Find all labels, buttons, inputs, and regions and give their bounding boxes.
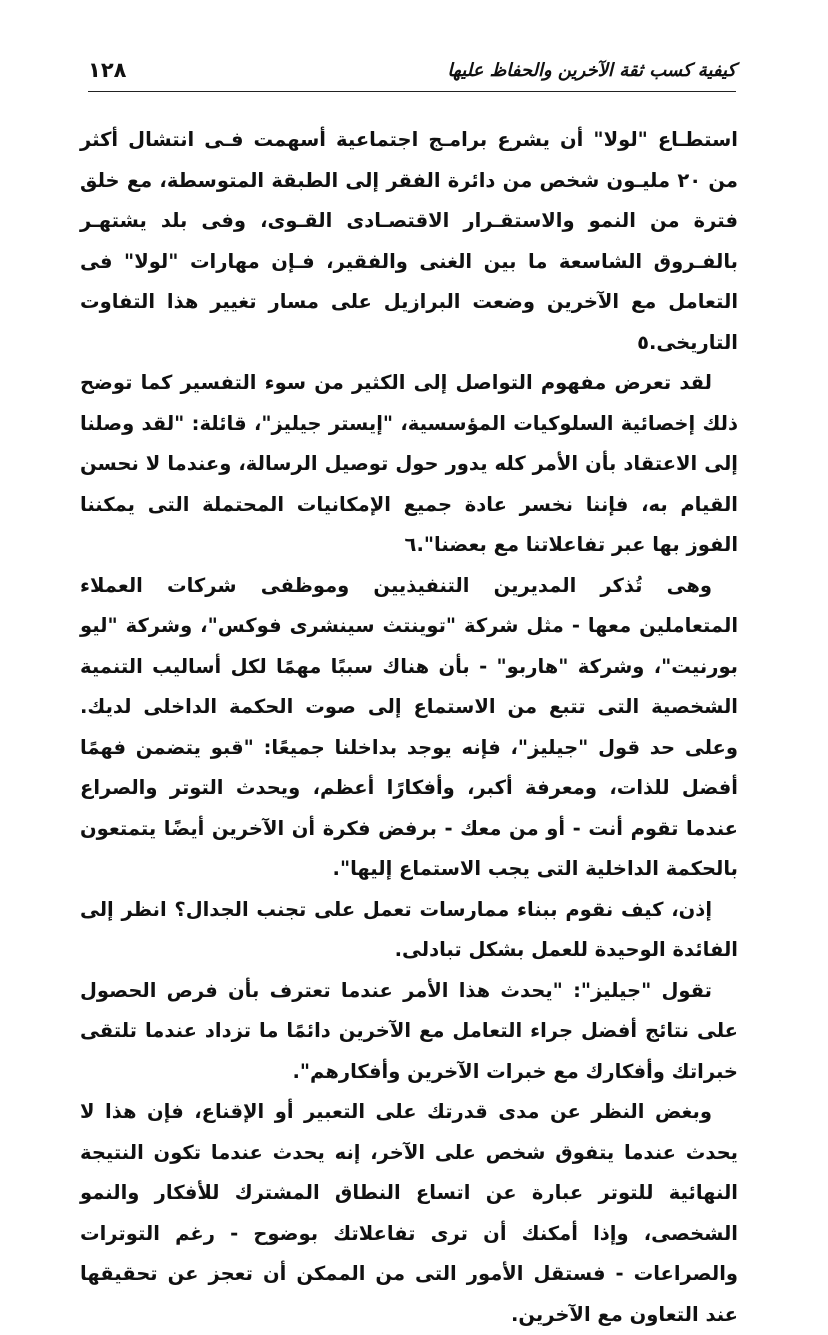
paragraph-1: استطـاع "لولا" أن يشرع برامـج اجتماعية أسهمت فـى انتشال أكثر من ٢٠ مليـون شخص من دائرة الفقر إلى الطبقة المتوسطة، مع خلق فترة من النمو والاستقـرار الاقتصـادى القـوى، وفى بلد يشتهـر بالفـروق الشاسعة ما بين الغنى والفقير، فـإن مهارات "لولا" فى التعامل مع الآخرين وضعت البرازيل على مسار تغيير هذا التفاوت التاريخى.٥ — [80, 128, 738, 354]
paragraph-3: وهى تُذكر المديرين التنفيذيين وموظفى شركات العملاء المتعاملين معها - مثل شركة "توينتث سينشرى فوكس"، وشركة "ليو بورنيت"، وشركة "هاربو" - بأن هناك سببًا مهمًا لكل أساليب التنمية الشخصية التى تتبع من الاستماع إلى صوت الحكمة الداخلى لديك. وعلى حد قول "جيليز"، فإنه يوجد بداخلنا جميعًا: "قبو يتضمن فهمًا أفضل للذات، ومعرفة أكبر، وأفكارًا أعظم، ويحدث التوتر والصراع عندما تقوم أنت - أو من معك - برفض فكرة أن الآخرين أيضًا يتمتعون بالحكمة الداخلية التى يجب الاستماع إليها". — [80, 573, 738, 880]
running-title: كيفية كسب ثقة الآخرين والحفاظ عليها — [447, 60, 736, 81]
header-divider — [88, 91, 736, 92]
paragraph-2: لقد تعرض مفهوم التواصل إلى الكثير من سوء التفسير كما توضح ذلك إخصائية السلوكيات المؤسسية، "إيستر جيليز"، قائلة: "لقد وصلنا إلى الاعتقاد بأن الأمر كله يدور حول توصيل الرسالة، وعندما لا نحسن القيام به، فإننا نخسر عادة جميع الإمكانيات المحتملة التى يمكننا الفوز بها عبر تفاعلاتنا مع بعضنا".٦ — [80, 371, 738, 556]
page-number: ١٢٨ — [88, 58, 127, 82]
paragraph-6: وبغض النظر عن مدى قدرتك على التعبير أو الإقناع، فإن هذا لا يحدث عندما يتفوق شخص على الآخر، إنه يحدث عندما تكون النتيجة النهائية للتوتر عبارة عن اتساع النطاق المشترك للأفكار والنمو الشخصى، وإذا أمكنك أن ترى تفاعلاتك بوضوح - رغم التوترات والصراعات - فستقل الأمور التى من الممكن أن تعجز عن تحقيقها عند التعاون مع الآخرين. — [80, 1100, 738, 1326]
page-header — [88, 58, 736, 88]
paragraph-4: إذن، كيف نقوم ببناء ممارسات تعمل على تجنب الجدال؟ انظر إلى الفائدة الوحيدة للعمل بشكل تبادلى. — [80, 897, 738, 961]
body-text — [80, 120, 738, 1335]
paragraph-5: تقول "جيليز": "يحدث هذا الأمر عندما تعترف بأن فرص الحصول على نتائج أفضل جراء التعامل مع الآخرين دائمًا ما تزداد عندما تلتقى خبراتك وأفكارك مع خبرات الآخرين وأفكارهم". — [80, 978, 738, 1083]
